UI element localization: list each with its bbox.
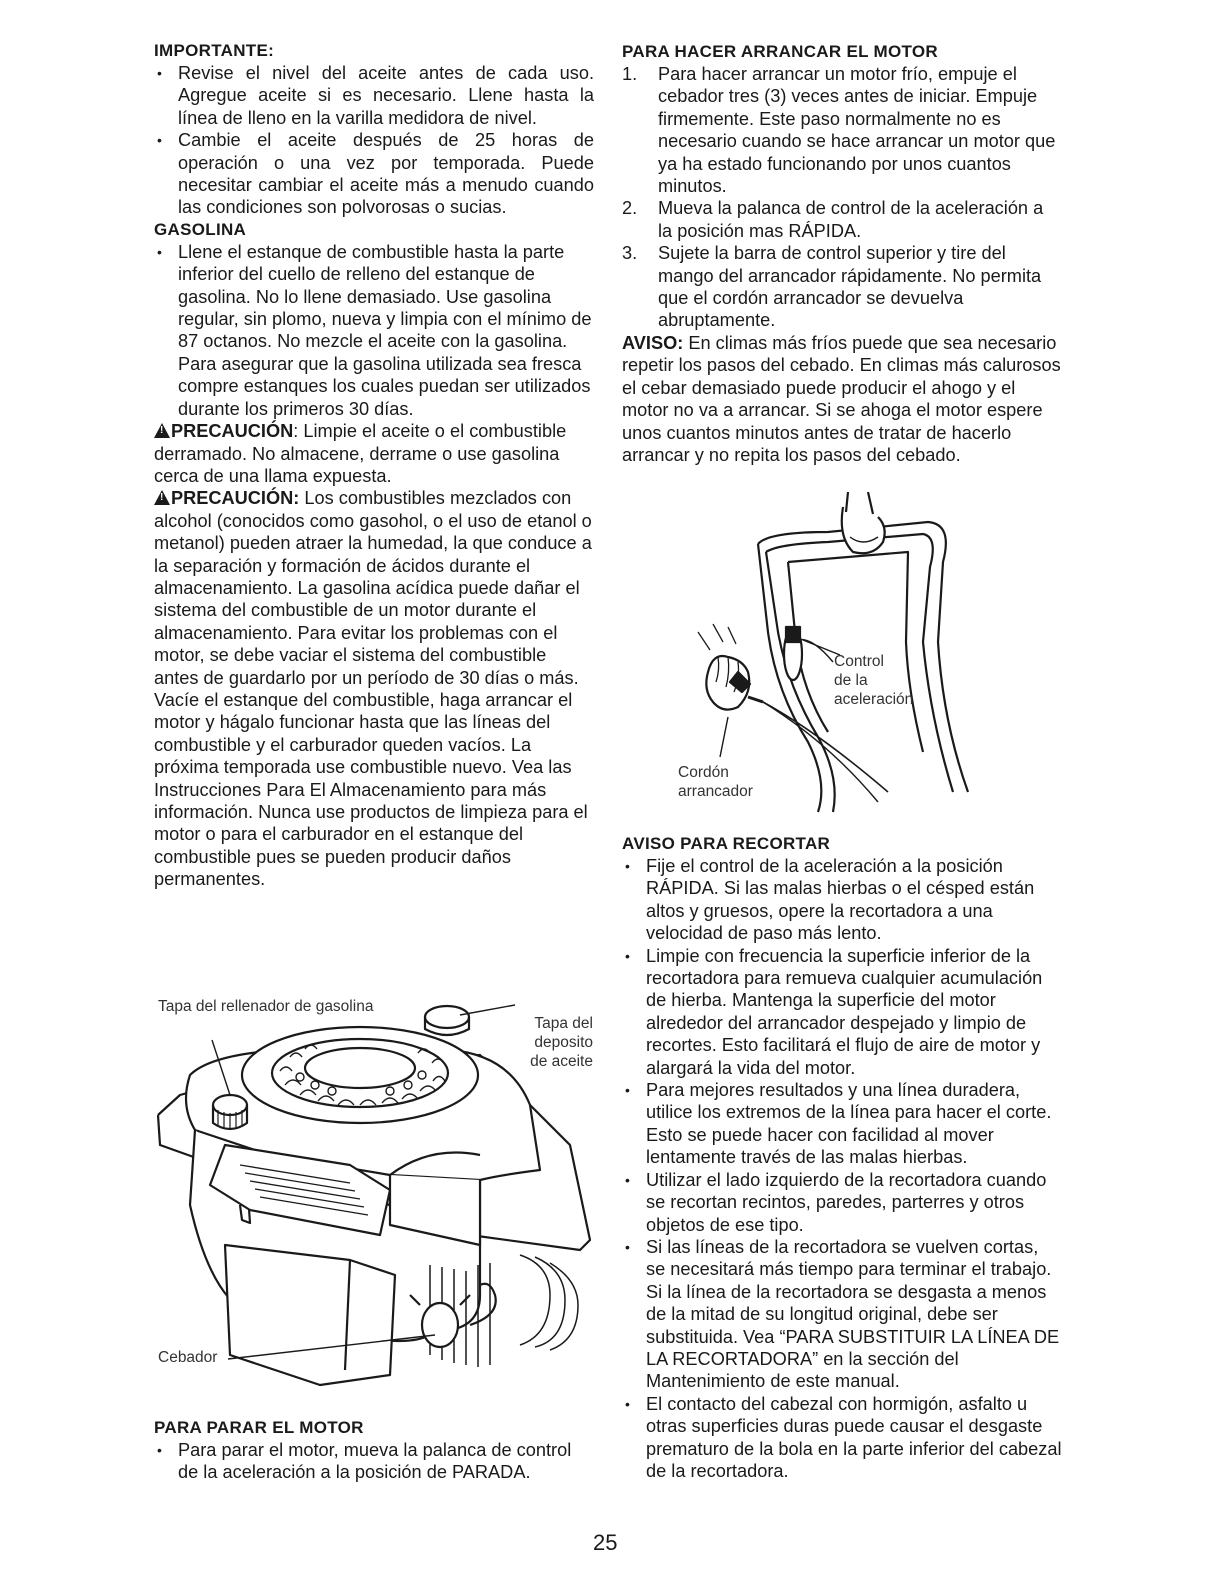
- warning-icon: [154, 423, 170, 438]
- list-item: 3. Sujete la barra de control superior y tire del mango del arrancador rápidamente. No permita que el cordón arrancador se devuelva abruptamente.: [622, 243, 1042, 331]
- recortar-section: [622, 833, 1062, 1482]
- list-item: • Para parar el motor, mueva la palanca de control de la aceleración a la posición de PARADA.: [154, 1439, 594, 1484]
- oil-cap-label-3: de aceite: [530, 1053, 593, 1070]
- parar-heading: PARA PARAR EL MOTOR: [154, 1418, 364, 1437]
- importante-heading: IMPORTANTE:: [154, 41, 275, 60]
- recortar-list: [622, 855, 1062, 1482]
- throttle-label-1: Control: [834, 653, 884, 670]
- cord-label-2: arrancador: [678, 783, 753, 800]
- list-item: • Llene el estanque de combustible hasta la parte inferior del cuello de relleno del estanque de gasolina. No lo llene demasiado. Use gasolina regular, sin plomo, nueva y limpia con el mínimo de 87 octanos. No mezcle el aceite con la gasolina. Para asegurar que la gasolina utilizada sea fresca compre estanques los cuales puedan ser utilizados durante los primeros 30 días.: [154, 241, 594, 420]
- list-item: • Revise el nivel del aceite antes de cada uso. Agregue aceite si es necesario. Llene hasta la línea de lleno en la varilla medidora de nivel.: [154, 62, 594, 129]
- list-item: • Limpie con frecuencia la superficie inferior de la recortadora para remueva cualquier acumulación de hierba. Mantenga la superficie del motor alrededor del arrancador despejado y limpio de recortes. Esto facilitará el flujo de aire de motor y alargará la vida del motor.: [622, 945, 1062, 1079]
- parar-list: [154, 1439, 594, 1484]
- oil-cap-label-1: Tapa del: [534, 1015, 593, 1032]
- gasolina-heading: GASOLINA: [154, 219, 247, 239]
- list-item: • Cambie el aceite después de 25 horas de operación o una vez por temporada. Puede necesitar cambiar el aceite más a menudo cuando las condiciones son polvorosas o sucias.: [154, 129, 594, 219]
- throttle-label-2: de la: [834, 672, 868, 689]
- recortar-heading: AVISO PARA RECORTAR: [622, 834, 831, 853]
- parar-section: [154, 1417, 594, 1484]
- left-column: [154, 40, 594, 891]
- list-item: • Para mejores resultados y una línea duradera, utilice los extremos de la línea para hacer el corte. Esto se puede hacer con facilidad al mover lentamente través de las malas hierbas.: [622, 1079, 1062, 1169]
- list-item: • El contacto del cabezal con hormigón, asfalto u otras superficies duras puede causar el desgaste prematuro de la bola en la parte inferior del cabezal de la recortadora.: [622, 1393, 1062, 1483]
- precaucion-1: !PRECAUCIÓN: Limpie el aceite o el combustible derramado. No almacene, derrame o use gasolina cerca de una llama expuesta.: [154, 420, 594, 487]
- page-number: 25: [593, 1530, 618, 1555]
- importante-list: [154, 62, 594, 219]
- right-column: [622, 40, 1062, 466]
- list-item: • Fije el control de la aceleración a la posición RÁPIDA. Si las malas hierbas o el césped están altos y gruesos, opere la recortadora a una velocidad de paso más lento.: [622, 855, 1062, 945]
- list-item: • Utilizar el lado izquierdo de la recortadora cuando se recortan recintos, paredes, parterres y otros objetos de ese tipo.: [622, 1169, 1062, 1236]
- list-item: 2. Mueva la palanca de control de la aceleración a la posición mas RÁPIDA.: [622, 198, 1044, 241]
- fuel-cap-label: Tapa del rellenador de gasolina: [158, 998, 374, 1015]
- list-item: 1. Para hacer arrancar un motor frío, empuje el cebador tres (3) veces antes de iniciar. Empuje firmemente. Este paso normalmente no es necesario cuando se hace arrancar un motor que ya ha estado funcionando por unos cuantos minutos.: [622, 64, 1056, 197]
- throttle-label-3: aceleración: [834, 691, 914, 708]
- oil-cap-label-2: deposito: [534, 1034, 593, 1051]
- arrancar-heading: PARA HACER ARRANCAR EL MOTOR: [622, 42, 938, 61]
- list-item: • Si las líneas de la recortadora se vuelven cortas, se necesitará más tiempo para terminar el trabajo. Si la línea de la recortadora se desgasta a menos de la mitad de su longitud original, debe ser substituida. Vea “PARA SUBSTITUIR LA LÍNEA DE LA RECORTADORA” en la sección del Mantenimiento de este manual.: [622, 1236, 1062, 1393]
- arrancar-steps: [622, 63, 1062, 332]
- primer-label: Cebador: [158, 1349, 218, 1366]
- aviso-paragraph: AVISO: En climas más fríos puede que sea necesario repetir los pasos del cebado. En climas más calurosos el cebar demasiado puede producir el ahogo y el motor no va a arrancar. Si se ahoga el motor espere unos cuantos minutos antes de tratar de hacerlo arrancar y no repita los pasos del cebado.: [622, 332, 1061, 465]
- gasolina-list: [154, 241, 594, 420]
- precaucion-2: !PRECAUCIÓN: Los combustibles mezclados con alcohol (conocidos como gasohol, o el uso de etanol o metanol) pueden atraer la humedad, la que conduce a la separación y formación de ácidos durante el almacenamiento. La gasolina acídica puede dañar el sistema del combustible de un motor durante el almacenamiento. Para evitar los problemas con el motor, se debe vaciar el sistema del combustible antes de guardarlo por un período de 30 días o más. Vacíe el estanque del combustible, haga arrancar el motor y hágalo funcionar hasta que las líneas del combustible y el carburador queden vacíos. La próxima temporada use combustible nuevo. Vea las Instrucciones Para El Almacenamiento para más información. Nunca use productos de limpieza para el motor o para el carburador en el estanque del combustible pues se pueden producir daños permanentes.: [154, 487, 594, 890]
- warning-icon: [154, 490, 170, 505]
- cord-label-1: Cordón: [678, 764, 729, 781]
